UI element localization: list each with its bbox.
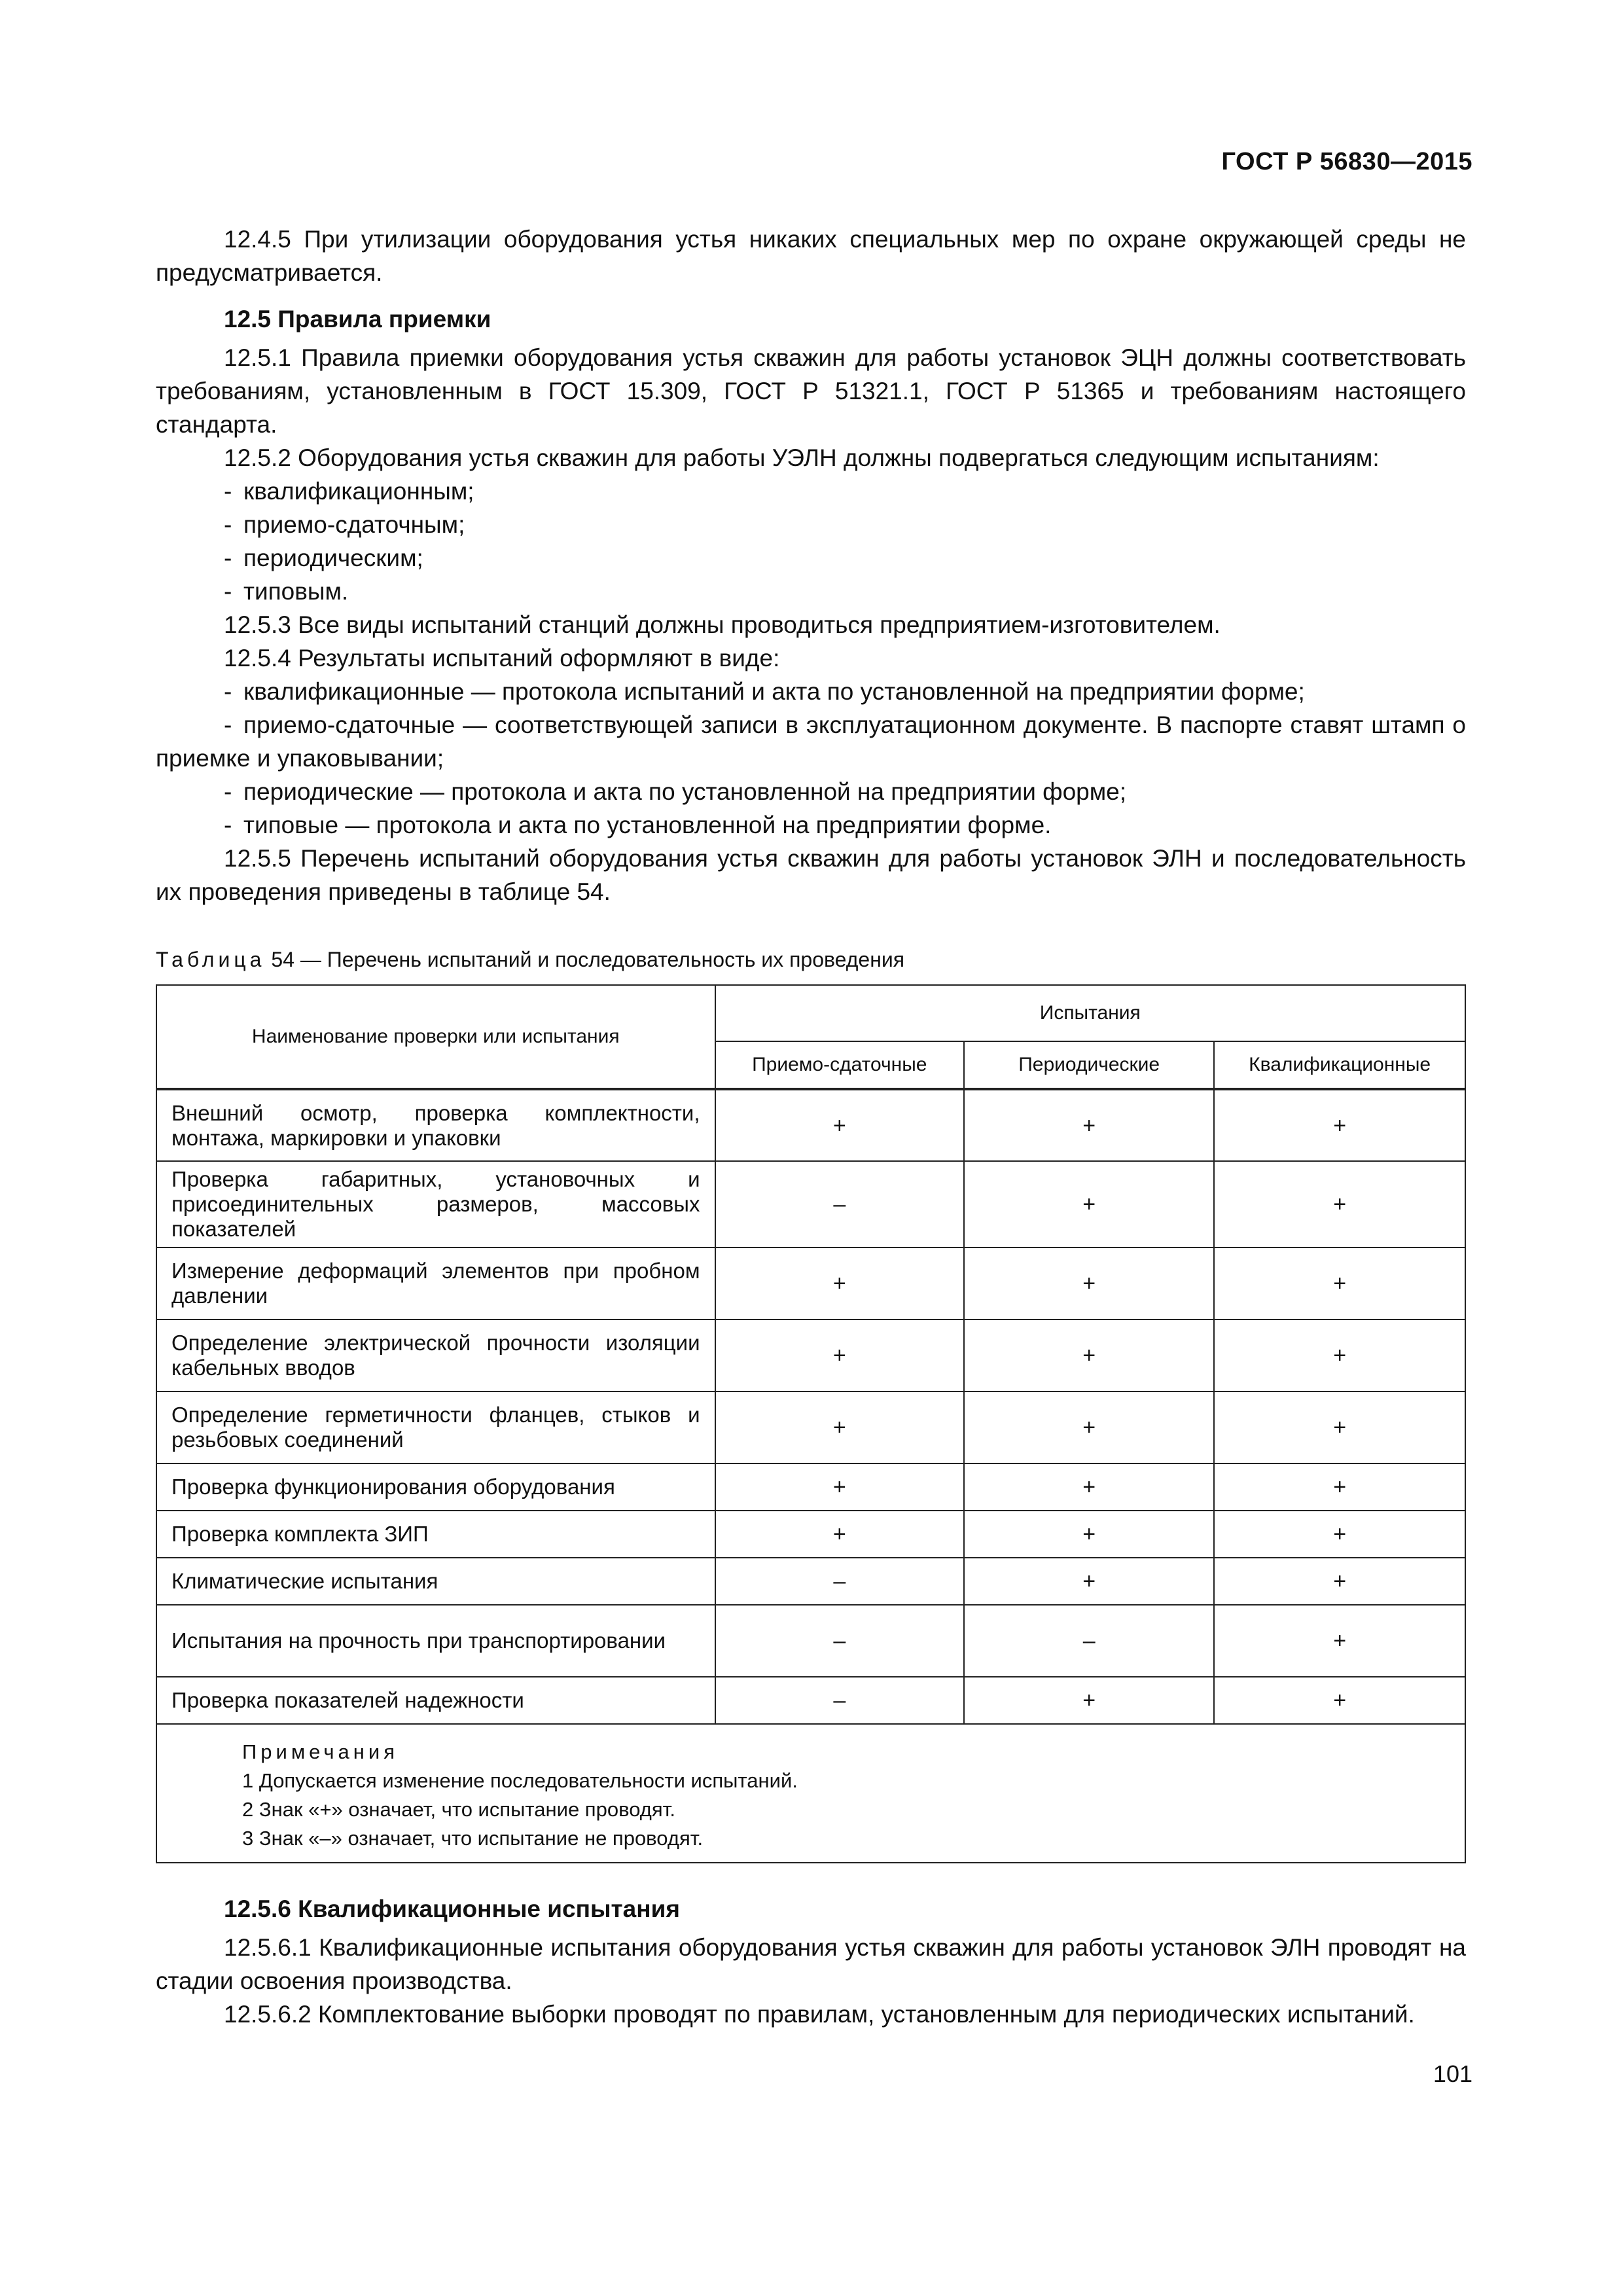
dash-bullet: - [224,711,232,738]
qualification-mark-cell: + [1214,1391,1465,1463]
table-row [156,1605,1465,1677]
test-name-cell: Климатические испытания [156,1558,715,1605]
list-item: - приемо-сдаточным; [156,508,1466,541]
table-caption-text: 54 — Перечень испытаний и последовательность их проведения [271,948,905,971]
dash-bullet: - [224,812,232,838]
tests-table [156,984,1466,1863]
qualification-mark-cell: + [1214,1089,1465,1161]
test-name-cell: Определение электрической прочности изоляции кабельных вводов [156,1319,715,1391]
periodic-mark-cell: + [964,1511,1214,1558]
dash-bullet: - [224,511,232,538]
page-number: 101 [1433,2060,1472,2087]
periodic-mark-cell: + [964,1558,1214,1605]
test-name-cell: Определение герметичности фланцев, стыков и резьбовых соединений [156,1391,715,1463]
qualification-mark-cell: + [1214,1558,1465,1605]
table-caption-word: Таблица [156,948,266,971]
test-name-cell: Проверка функционирования оборудования [156,1463,715,1511]
qualification-mark-cell: + [1214,1605,1465,1677]
dash-bullet: - [224,478,232,505]
column-group-header: Испытания [715,985,1465,1041]
table-notes-row [156,1724,1465,1863]
note-item: 3 Знак «–» означает, что испытание не проводят. [242,1827,704,1850]
acceptance-mark-cell: + [715,1463,965,1511]
paragraph-12-5-6-2: 12.5.6.2 Комплектование выборки проводят по правилам, установленным для периодических испытаний. [224,2001,1415,2028]
periodic-mark-cell: + [964,1677,1214,1724]
list-item: - периодические — протокола и акта по установленной на предприятии форме; [156,775,1466,808]
paragraph-12-5-4: 12.5.4 Результаты испытаний оформляют в виде: [224,645,780,672]
document-code-header: ГОСТ Р 56830—2015 [1221,148,1472,175]
table-row [156,1677,1465,1724]
test-name-cell: Испытания на прочность при транспортировании [156,1605,715,1677]
paragraph-12-5-5: 12.5.5 Перечень испытаний оборудования устья скважин для работы установок ЭЛН и последовательность их проведения приведены в таблице 54. [156,845,1466,905]
paragraph-12-5-6-1: 12.5.6.1 Квалификационные испытания оборудования устья скважин для работы установок ЭЛН проводят на стадии освоения производства. [156,1934,1466,1994]
notes-title: Примечания [242,1740,399,1763]
test-name-cell: Внешний осмотр, проверка комплектности, монтажа, маркировки и упаковки [156,1089,715,1161]
paragraph-12-5-1: 12.5.1 Правила приемки оборудования устья скважин для работы установок ЭЦН должны соответствовать требованиям, установленным в ГОСТ 15.309, ГОСТ Р 51321.1, ГОСТ Р 51365 и требованиям настоящего стандарта. [156,344,1466,438]
acceptance-mark-cell: + [715,1319,965,1391]
acceptance-mark-cell: + [715,1511,965,1558]
test-name-cell: Измерение деформаций элементов при пробном давлении [156,1247,715,1319]
table-row [156,1558,1465,1605]
qualification-mark-cell: + [1214,1677,1465,1724]
periodic-mark-cell: + [964,1161,1214,1247]
list-item: - типовым. [156,575,1466,608]
test-name-cell: Проверка комплекта ЗИП [156,1511,715,1558]
periodic-mark-cell: – [964,1605,1214,1677]
table-row [156,1247,1465,1319]
qualification-mark-cell: + [1214,1161,1465,1247]
note-item: 1 Допускается изменение последовательности испытаний. [242,1769,798,1792]
periodic-mark-cell: + [964,1319,1214,1391]
test-name-cell: Проверка показателей надежности [156,1677,715,1724]
column-header-name: Наименование проверки или испытания [156,985,715,1089]
dash-bullet: - [224,778,232,805]
table-caption [156,945,1466,974]
page-content [156,223,1466,2031]
list-item: - квалификационные — протокола испытаний и акта по установленной на предприятии форме; [156,675,1466,708]
column-header-acceptance: Приемо-сдаточные [715,1041,965,1089]
acceptance-mark-cell: + [715,1391,965,1463]
paragraph-12-5-2: 12.5.2 Оборудования устья скважин для работы УЭЛН должны подвергаться следующим испытаниям: [224,444,1380,471]
table-row [156,1463,1465,1511]
qualification-mark-cell: + [1214,1463,1465,1511]
dash-bullet: - [224,545,232,571]
paragraph-12-4-5: 12.4.5 При утилизации оборудования устья никаких специальных мер по охране окружающей среды не предусматривается. [156,226,1466,286]
acceptance-mark-cell: + [715,1247,965,1319]
test-name-cell: Проверка габаритных, установочных и присоединительных размеров, массовых показателей [156,1161,715,1247]
dash-bullet: - [224,678,232,705]
table-row [156,1319,1465,1391]
paragraph-12-5-3: 12.5.3 Все виды испытаний станций должны проводиться предприятием-изготовителем. [224,611,1221,638]
column-header-periodic: Периодические [964,1041,1214,1089]
qualification-mark-cell: + [1214,1511,1465,1558]
periodic-mark-cell: + [964,1391,1214,1463]
list-item: - приемо-сдаточные — соответствующей записи в эксплуатационном документе. В паспорте ставят штамп о приемке и упаковывании; [156,708,1466,775]
list-item: - квалификационным; [156,475,1466,508]
section-title-12-5-6: 12.5.6 Квалификационные испытания [224,1895,680,1922]
acceptance-mark-cell: – [715,1605,965,1677]
column-header-qualification: Квалификационные [1214,1041,1465,1089]
table-row [156,1391,1465,1463]
section-12-5-6 [156,1892,1466,2031]
table-notes [156,1724,1465,1863]
acceptance-mark-cell: – [715,1677,965,1724]
dash-bullet: - [224,578,232,605]
acceptance-mark-cell: + [715,1089,965,1161]
periodic-mark-cell: + [964,1247,1214,1319]
periodic-mark-cell: + [964,1089,1214,1161]
section-title-12-5: 12.5 Правила приемки [224,306,491,332]
qualification-mark-cell: + [1214,1247,1465,1319]
table-row [156,1511,1465,1558]
qualification-mark-cell: + [1214,1319,1465,1391]
acceptance-mark-cell: – [715,1161,965,1247]
list-item: - типовые — протокола и акта по установленной на предприятии форме. [156,808,1466,842]
table-row [156,1089,1465,1161]
table-row [156,1161,1465,1247]
periodic-mark-cell: + [964,1463,1214,1511]
note-item: 2 Знак «+» означает, что испытание проводят. [242,1798,676,1821]
list-item: - периодическим; [156,541,1466,575]
acceptance-mark-cell: – [715,1558,965,1605]
